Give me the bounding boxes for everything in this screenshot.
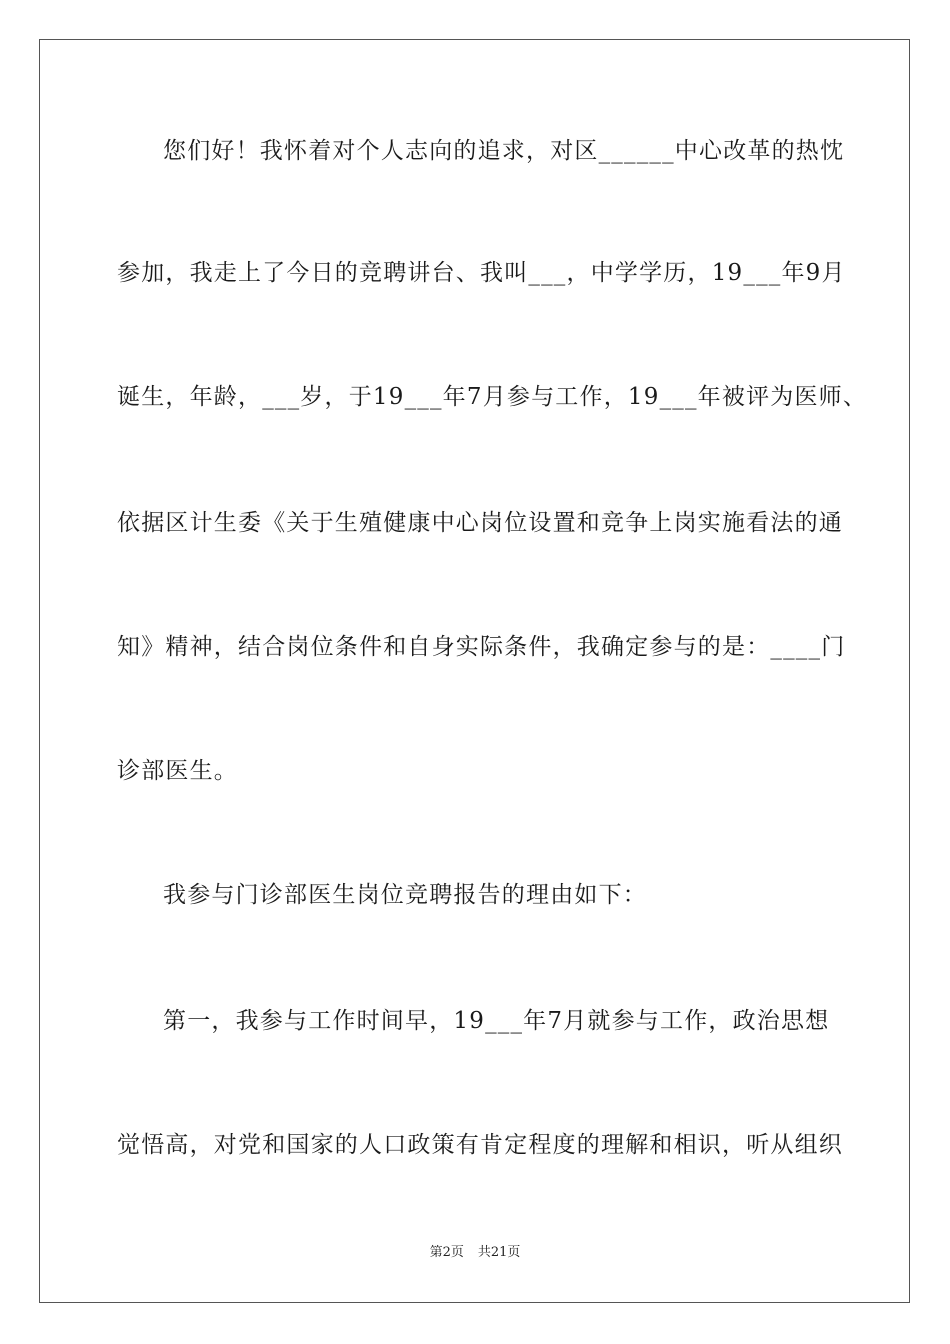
text-line: 诊部医生。 bbox=[117, 758, 238, 784]
text-line: 我参与门诊部医生岗位竞聘报告的理由如下： bbox=[163, 882, 647, 908]
text-line: 您们好！我怀着对个人志向的追求，对区______中心改革的热忱 bbox=[163, 138, 845, 164]
page-footer bbox=[0, 1244, 950, 1262]
text-line: 知》精神，结合岗位条件和自身实际条件，我确定参与的是：____门 bbox=[117, 634, 846, 660]
text-line: 参加，我走上了今日的竞聘讲台、我叫___，中学学历，19___年9月 bbox=[117, 260, 846, 286]
page-border bbox=[39, 39, 910, 1303]
text-line: 觉悟高，对党和国家的人口政策有肯定程度的理解和相识，听从组织 bbox=[117, 1132, 843, 1158]
text-line: 第一，我参与工作时间早，19___年7月就参与工作，政治思想 bbox=[163, 1008, 830, 1034]
text-line: 依据区计生委《关于生殖健康中心岗位设置和竞争上岗实施看法的通 bbox=[117, 510, 843, 536]
page-number: 第2页 bbox=[429, 1245, 464, 1260]
text-line: 诞生，年龄，___岁，于19___年7月参与工作，19___年被评为医师、 bbox=[117, 384, 868, 410]
page-total: 共21页 bbox=[477, 1245, 521, 1260]
